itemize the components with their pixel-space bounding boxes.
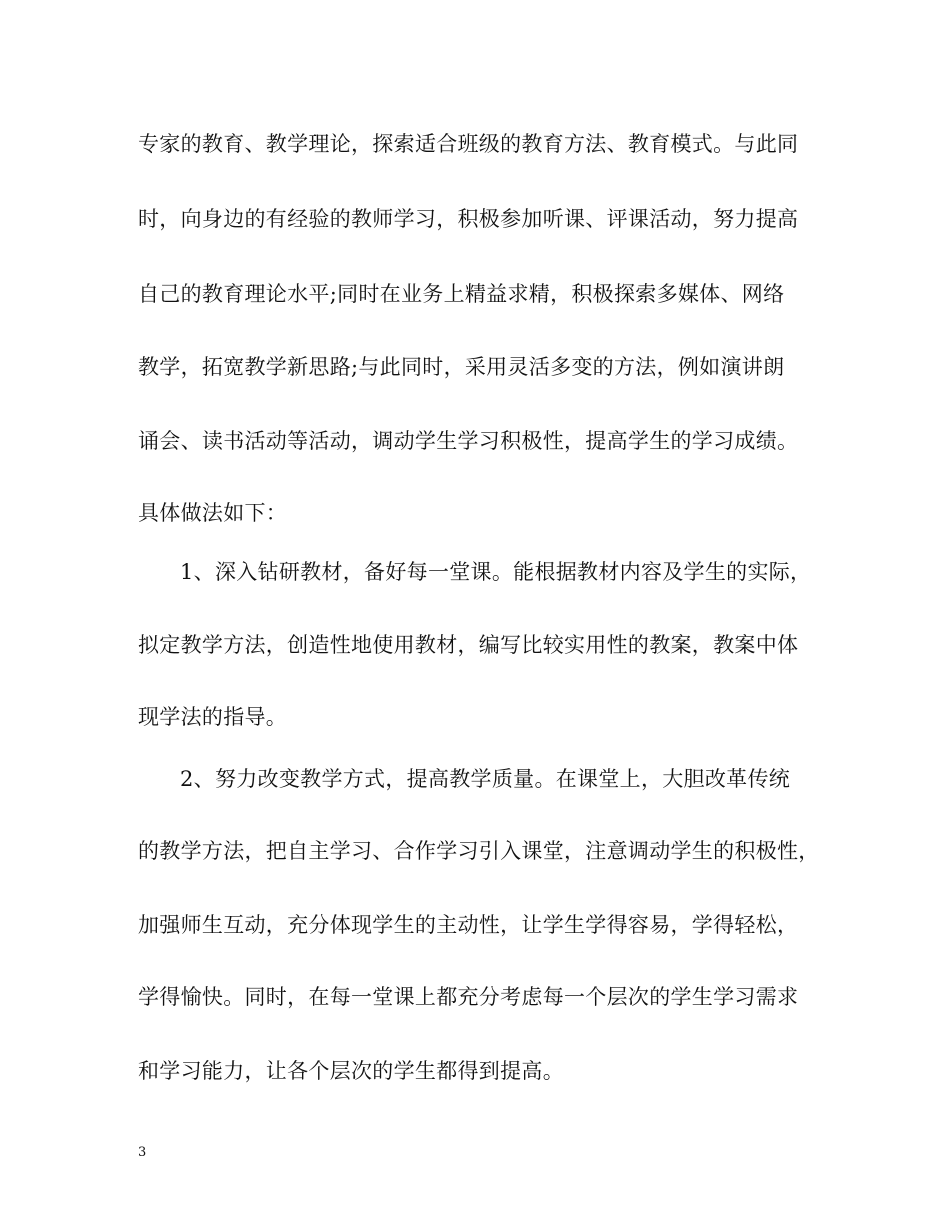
text-line: 拟定教学方法，创造性地使用教材，编写比较实用性的教案，教案中体 xyxy=(138,633,799,657)
text-line: 加强师生互动，充分体现学生的主动性，让学生学得容易，学得轻松， xyxy=(138,913,799,937)
page-number: 3 xyxy=(138,1145,147,1160)
text-line: 学得愉快。同时，在每一堂课上都充分考虑每一个层次的学生学习需求 xyxy=(138,985,799,1009)
text-line: 的教学方法，把自主学习、合作学习引入课堂，注意调动学生的积极性， xyxy=(138,839,820,863)
text-line: 自己的教育理论水平;同时在业务上精益求精，积极探索多媒体、网络 xyxy=(138,282,785,306)
text-line: 诵会、读书活动等活动，调动学生学习积极性，提高学生的学习成绩。 xyxy=(138,429,799,453)
text-line: 专家的教育、教学理论，探索适合班级的教育方法、教育模式。与此同 xyxy=(138,132,799,156)
text-line: 教学，拓宽教学新思路;与此同时，采用灵活多变的方法，例如演讲朗 xyxy=(138,355,785,379)
text-line: 时，向身边的有经验的教师学习，积极参加听课、评课活动，努力提高 xyxy=(138,207,799,231)
text-line: 和学习能力，让各个层次的学生都得到提高。 xyxy=(138,1059,564,1083)
list-item-1-line: 1、深入钻研教材，备好每一堂课。能根据教材内容及学生的实际， xyxy=(180,560,812,584)
text-line: 现学法的指导。 xyxy=(138,705,288,729)
text-line: 具体做法如下： xyxy=(138,501,288,525)
list-item-2-line: 2、努力改变教学方式，提高教学质量。在课堂上，大胆改革传统 xyxy=(180,767,791,791)
